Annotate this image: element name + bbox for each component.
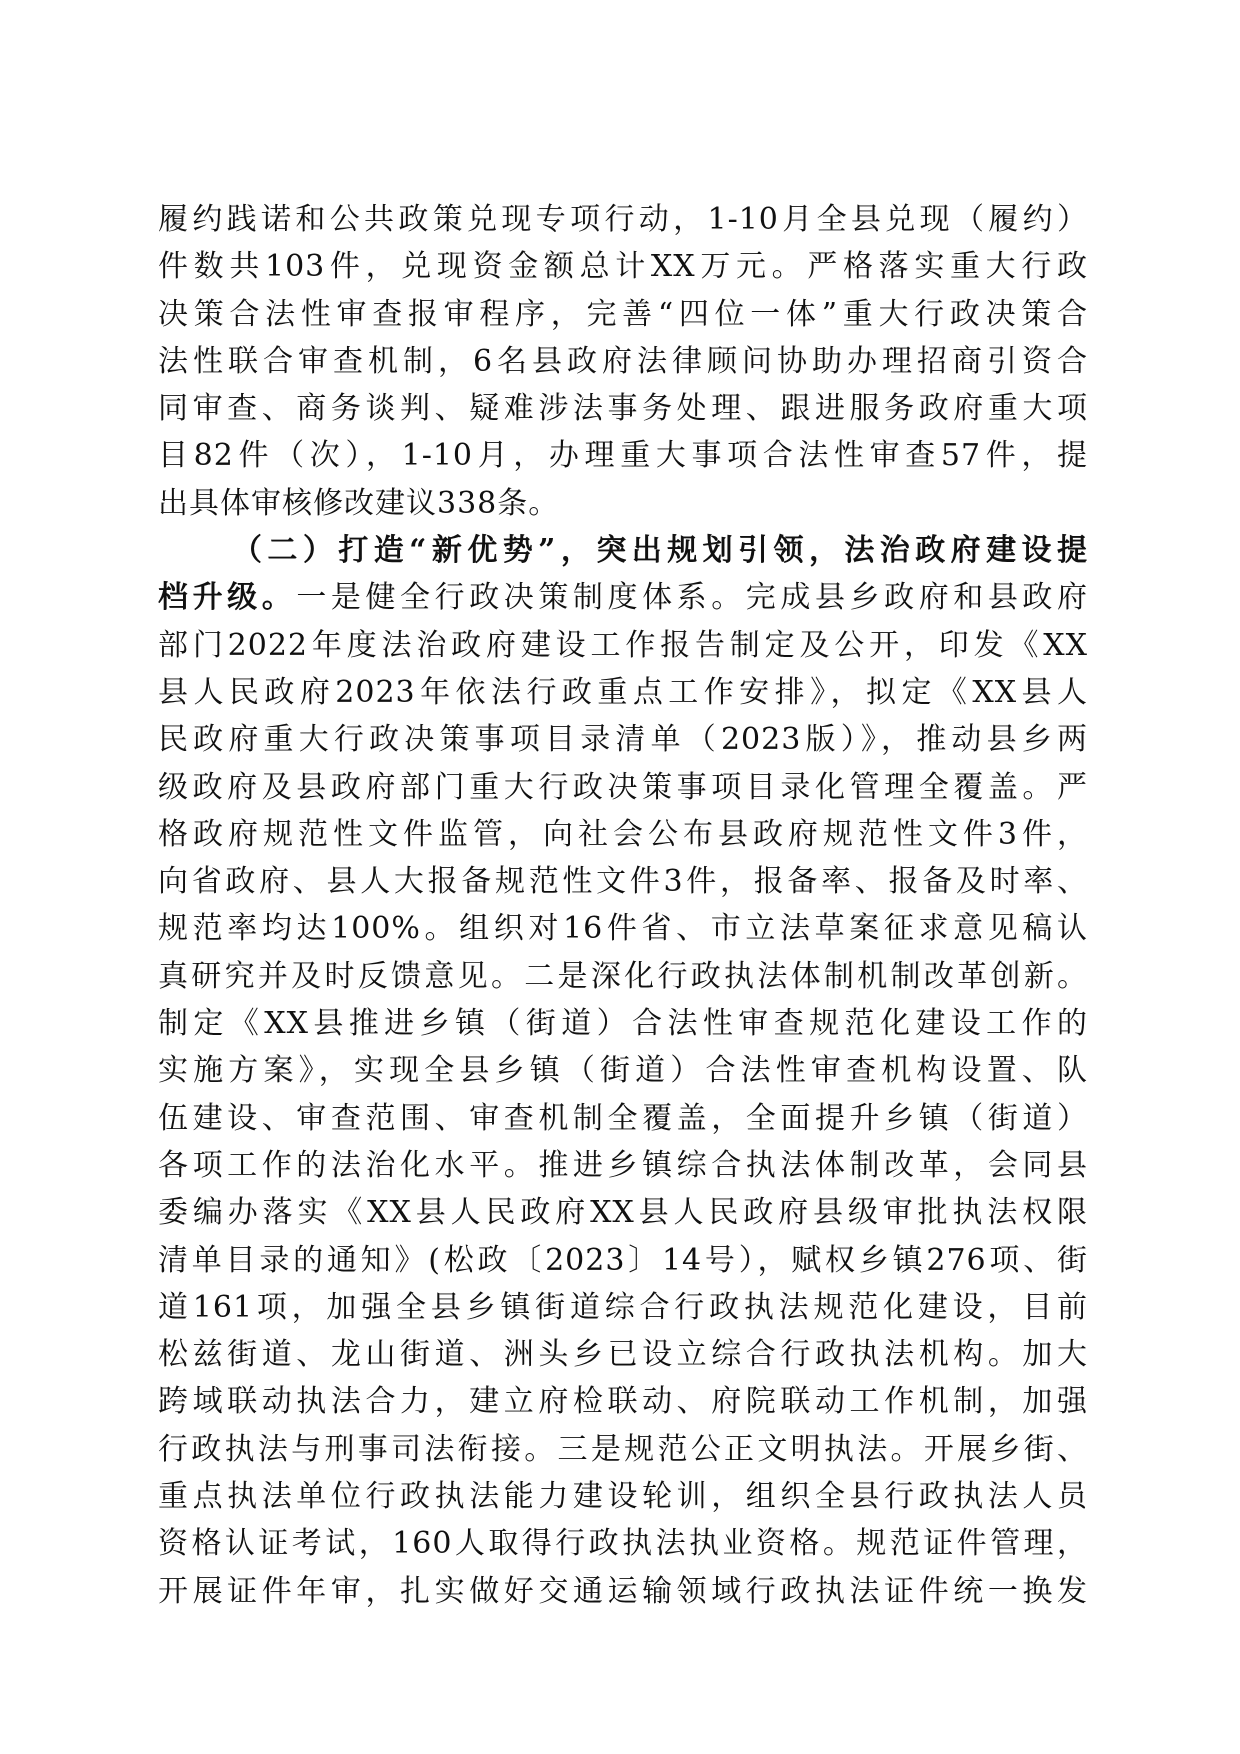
paragraph-2: [158, 527, 1088, 1615]
text-line-rest: 一是健全行政决策制度体系。完成县乡政府和县政府: [296, 580, 1089, 616]
text-line: 伍建设、审查范围、审查机制全覆盖，全面提升乡镇（街道）: [158, 1100, 1088, 1136]
text-line: 同审查、商务谈判、疑难涉法事务处理、跟进服务政府重大项: [158, 391, 1088, 427]
text-line: 目82件（次），1-10月，办理重大事项合法性审查57件，提: [158, 438, 1088, 474]
text-line: 格政府规范性文件监管，向社会公布县政府规范性文件3件，: [158, 816, 1088, 852]
text-line: 重点执法单位行政执法能力建设轮训，组织全县行政执法人员: [158, 1479, 1088, 1515]
text-line: 向省政府、县人大报备规范性文件3件，报备率、报备及时率、: [158, 864, 1088, 900]
text-line: 民政府重大行政决策事项目录清单（2023版）》，推动县乡两: [158, 722, 1088, 758]
text-line: 道161项，加强全县乡镇街道综合行政执法规范化建设，目前: [158, 1289, 1088, 1325]
text-line: 实施方案》，实现全县乡镇（街道）合法性审查机构设置、队: [158, 1053, 1088, 1089]
text-line: 规范率均达100%。组织对16件省、市立法草案征求意见稿认: [158, 911, 1088, 947]
text-line: 跨域联动执法合力，建立府检联动、府院联动工作机制，加强: [158, 1384, 1088, 1420]
text-line: 清单目录的通知》(松政〔2023〕14号），赋权乡镇276项、街: [158, 1242, 1088, 1278]
section-heading: （二）打造“新优势”，突出规划引领，法治政府建设提: [232, 533, 1088, 569]
text-line: 县人民政府2023年依法行政重点工作安排》，拟定《XX县人: [158, 674, 1088, 710]
text-line: 履约践诺和公共政策兑现专项行动，1-10月全县兑现（履约）: [158, 202, 1088, 237]
text-line: [158, 574, 1088, 621]
text-line: 真研究并及时反馈意见。二是深化行政执法体制机制改革创新。: [158, 958, 1088, 994]
paragraph-1: [158, 196, 1088, 527]
text-line: 部门2022年度法治政府建设工作报告制定及公开，印发《XX: [158, 627, 1088, 663]
text-line: 级政府及县政府部门重大行政决策事项目录化管理全覆盖。严: [158, 769, 1088, 805]
body-text: [158, 196, 1088, 1615]
text-line: 松兹街道、龙山街道、洲头乡已设立综合行政执法机构。加大: [158, 1337, 1088, 1373]
text-line: 出具体审核修改建议338条。: [158, 485, 560, 521]
text-line: 资格认证考试，160人取得行政执法执业资格。规范证件管理，: [158, 1526, 1088, 1562]
text-line: 制定《XX县推进乡镇（街道）合法性审查规范化建设工作的: [158, 1006, 1088, 1042]
text-line: 法性联合审查机制，6名县政府法律顾问协助办理招商引资合: [158, 343, 1088, 379]
text-line: 各项工作的法治化水平。推进乡镇综合执法体制改革，会同县: [158, 1147, 1088, 1183]
text-line: 行政执法与刑事司法衔接。三是规范公正文明执法。开展乡街、: [158, 1431, 1088, 1467]
text-line: 委编办落实《XX县人民政府XX县人民政府县级审批执法权限: [158, 1195, 1088, 1231]
section-heading-end: 档升级。: [158, 580, 297, 616]
text-line: 开展证件年审，扎实做好交通运输领域行政执法证件统一换发: [158, 1573, 1088, 1609]
text-line: 件数共103件，兑现资金额总计XX万元。严格落实重大行政: [158, 249, 1088, 285]
text-line: 决策合法性审查报审程序，完善“四位一体”重大行政决策合: [158, 296, 1088, 332]
